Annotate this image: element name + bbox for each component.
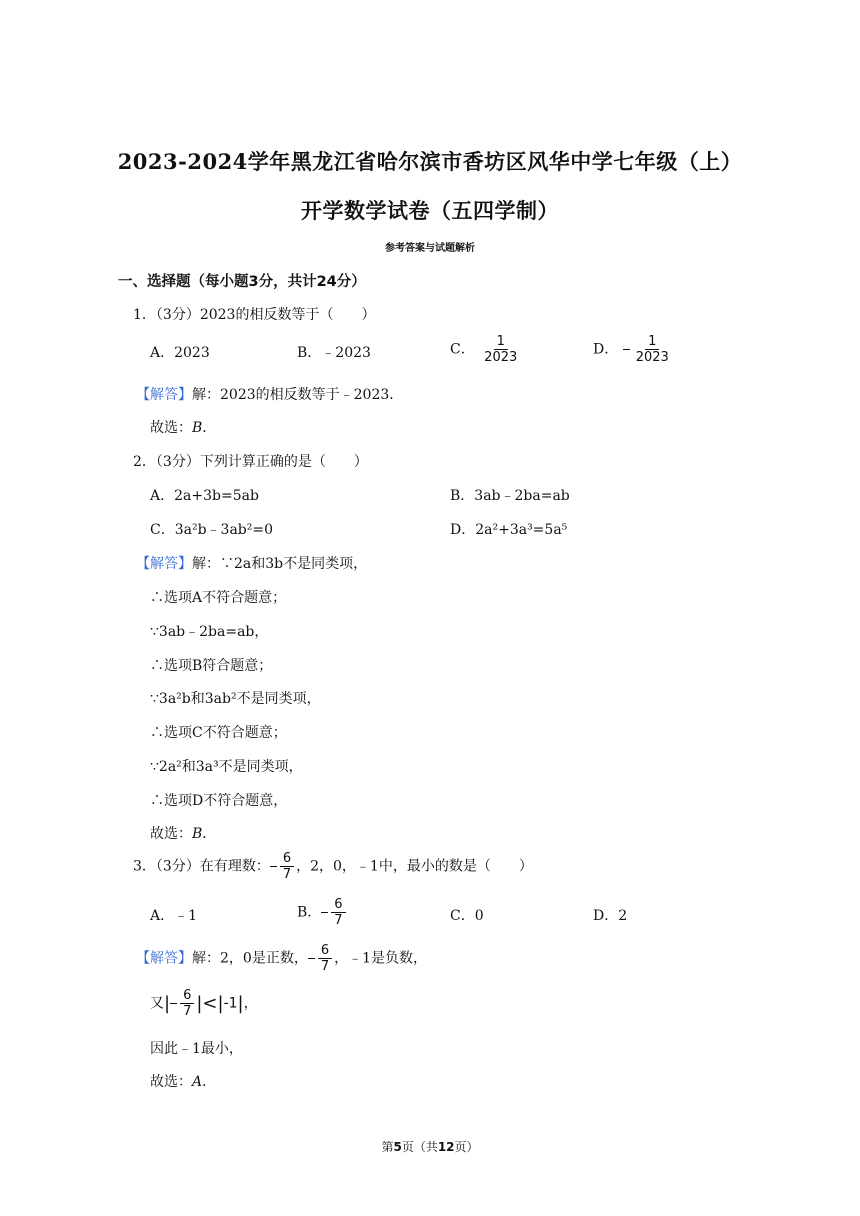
choice-letter: B xyxy=(192,826,203,842)
fraction-numerator: 6 xyxy=(280,851,294,867)
q1-stem: 1．（3分）2023的相反数等于（ ） xyxy=(133,307,376,323)
q3-option-b xyxy=(297,897,348,928)
q3-stem-fraction xyxy=(280,851,294,882)
choice-letter: A xyxy=(192,1074,203,1090)
q2-option-a: A．2a+3b=5ab xyxy=(150,488,259,504)
fraction-numerator: 6 xyxy=(331,897,345,913)
page-title-line2: 开学数学试卷（五四学制） xyxy=(301,198,559,223)
footer-page-number: 5 xyxy=(393,1140,402,1154)
q1-option-c-fraction xyxy=(481,334,520,365)
answer-tag: 【解答】 xyxy=(136,950,192,967)
fraction-denominator: 7 xyxy=(282,867,292,882)
q2-solution-line-3: ∵3ab﹣2ba=ab， xyxy=(150,624,269,640)
q2-solution-text: 解：∵2a和3b不是同类项， xyxy=(192,556,368,572)
q3-stem-suffix: ，2，0，﹣1中，最小的数是（ ） xyxy=(296,858,533,875)
q2-option-c: C．3a²b﹣3ab²=0 xyxy=(150,522,274,538)
abs-rhs: -1 xyxy=(223,995,238,1012)
q3-option-a: A．﹣1 xyxy=(150,908,198,924)
q1-solution xyxy=(136,384,403,404)
q3-solution-fraction xyxy=(318,943,332,974)
page-title-line1: 2023-2024学年黑龙江省哈尔滨市香坊区风华中学七年级（上） xyxy=(117,149,743,174)
q3-abs-fraction xyxy=(180,988,194,1019)
q2-solution-line-7: ∵2a²和3a³不是同类项， xyxy=(150,759,303,775)
minus-sign xyxy=(623,349,630,350)
fraction-denominator: 7 xyxy=(183,1004,192,1019)
footer-prefix: 第 xyxy=(381,1140,394,1154)
q1-solution-text: 解：2023的相反数等于﹣2023． xyxy=(192,387,404,403)
q2-solution-line-2: ∴选项A不符合题意； xyxy=(150,590,287,606)
q3-solution-line-1 xyxy=(136,943,427,974)
q3-option-b-label: B． xyxy=(297,904,322,921)
minus-sign xyxy=(321,912,328,913)
choice-prefix: 故选： xyxy=(150,1074,192,1090)
q1-option-c-label: C． xyxy=(450,341,475,358)
q1-option-c xyxy=(450,334,522,365)
abs-bar-icon: |<| xyxy=(196,993,224,1014)
fraction-numerator: 1 xyxy=(494,334,508,350)
q1-option-b: B．﹣2023 xyxy=(297,345,371,361)
q2-solution-line-8: ∴选项D不符合题意， xyxy=(150,793,288,809)
q1-option-d xyxy=(593,334,674,365)
q2-choice xyxy=(150,823,216,843)
footer-total-pages: 12 xyxy=(437,1140,455,1154)
q3-solution-line-2: 又| $\frac{6}{7}$ |<|-1|， xyxy=(150,988,258,1019)
answer-tag: 【解答】 xyxy=(136,556,192,572)
q3-stem xyxy=(133,851,533,882)
answer-tag: 【解答】 xyxy=(136,387,192,403)
fraction-denominator: 2023 xyxy=(635,350,669,365)
fraction-numerator: 6 xyxy=(180,988,194,1004)
choice-period: ． xyxy=(202,826,217,842)
q3-solution-suffix: ，﹣1是负数， xyxy=(334,950,428,967)
q3-solution-text: 解：2，0是正数， xyxy=(192,950,308,967)
page-subtitle: 参考答案与试题解析 xyxy=(385,243,475,254)
choice-letter: B xyxy=(192,420,203,436)
q3-option-c: C．0 xyxy=(450,908,484,924)
q3-solution-prefix: 又 xyxy=(150,995,164,1012)
minus-sign xyxy=(270,866,277,867)
q3-solution-line-3: 因此﹣1最小， xyxy=(150,1041,243,1057)
q2-solution-line-4: ∴选项B符合题意； xyxy=(150,658,273,674)
choice-prefix: 故选： xyxy=(150,420,192,436)
q3-stem-prefix: 3．（3分）在有理数： xyxy=(133,858,270,875)
page-footer xyxy=(0,1138,860,1155)
abs-bar-icon: | xyxy=(164,993,171,1014)
q2-option-d: D．2a²+3a³=5a⁵ xyxy=(450,522,568,538)
q2-solution-line-1 xyxy=(136,553,367,573)
choice-period: ． xyxy=(202,420,217,436)
choice-period: ． xyxy=(202,1074,217,1090)
q3-option-b-fraction xyxy=(331,897,345,928)
q1-option-d-label: D． xyxy=(593,341,619,358)
fraction-denominator: 2023 xyxy=(484,350,518,365)
q2-stem: 2．（3分）下列计算正确的是（ ） xyxy=(133,454,368,470)
footer-suffix: 页） xyxy=(454,1140,479,1154)
section-heading: 一、选择题（每小题3分，共计24分） xyxy=(118,274,366,290)
q2-option-b: B．3ab﹣2ba=ab xyxy=(450,488,570,504)
minus-sign xyxy=(308,958,315,959)
q3-option-d: D．2 xyxy=(593,908,628,924)
q1-choice xyxy=(150,417,216,437)
abs-bar-icon: | xyxy=(237,993,244,1014)
q1-option-a: A．2023 xyxy=(150,345,210,361)
q2-solution-line-5: ∵3a²b和3ab²不是同类项， xyxy=(150,691,321,707)
minus-sign xyxy=(170,1003,177,1004)
q1-option-d-fraction xyxy=(633,334,672,365)
fraction-denominator: 7 xyxy=(334,913,343,928)
footer-mid: 页（共 xyxy=(401,1140,438,1154)
q3-choice xyxy=(150,1071,216,1091)
fraction-numerator: 6 xyxy=(318,943,332,959)
choice-prefix: 故选： xyxy=(150,826,192,842)
fraction-numerator: 1 xyxy=(645,334,659,350)
fraction-denominator: 7 xyxy=(320,959,330,974)
q2-solution-line-6: ∴选项C不符合题意； xyxy=(150,725,287,741)
